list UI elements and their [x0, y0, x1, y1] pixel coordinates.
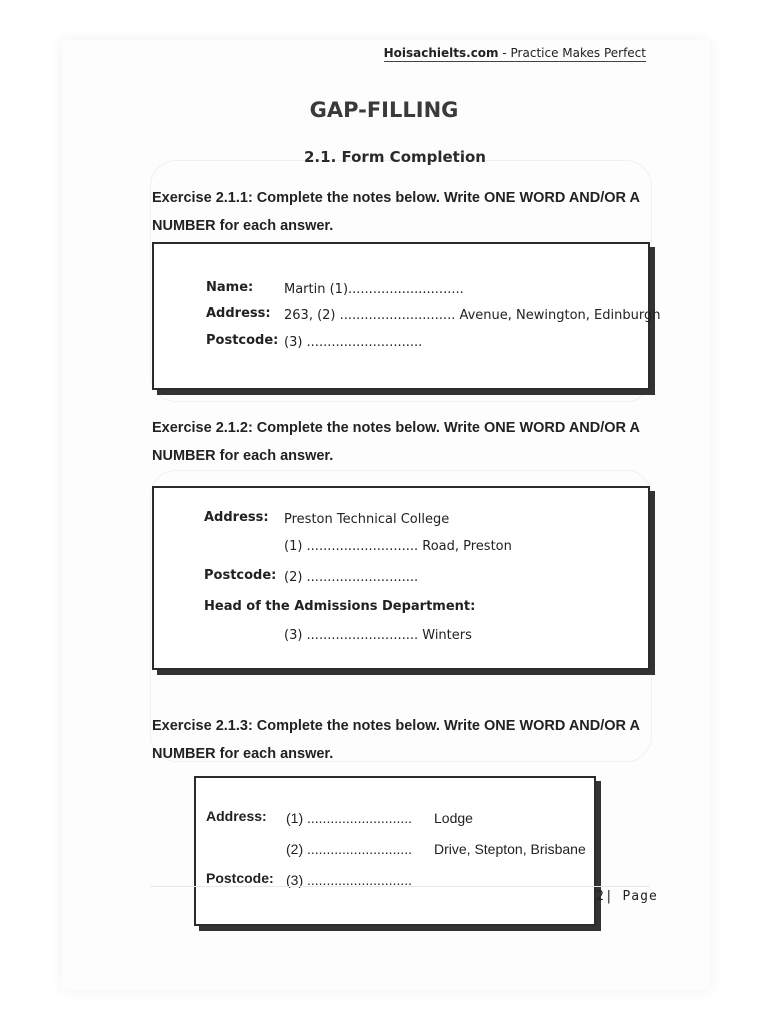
page-number: 2: [596, 889, 605, 904]
exercise-2-instruction: Exercise 2.1.2: Complete the notes below. Write ONE WORD AND/OR A NUMBER for each answer.: [152, 420, 640, 464]
exercise-1-box: [152, 242, 661, 390]
page-footer: [596, 889, 658, 904]
section-subtitle: 2.1. Form Completion: [304, 148, 486, 166]
address-label: Address:: [204, 510, 269, 525]
postcode-label: Postcode:: [206, 870, 274, 886]
address-label: Address:: [206, 306, 271, 321]
site-header: [384, 46, 646, 62]
head-name-blank: (3) ........................... Winters: [284, 628, 472, 643]
postcode-blank: (2) ...........................: [284, 570, 419, 585]
exercise-2-box: [152, 486, 650, 670]
lodge-blank: (1) ...........................: [286, 810, 413, 826]
postcode-value: (3) ............................: [284, 335, 423, 350]
site-name: Hoisachielts.com: [383, 46, 499, 60]
exercise-3-box: [194, 776, 596, 926]
address-value: 263, (2) ............................ Avenue, Newington, Edinburgh: [284, 308, 661, 323]
head-admissions-label: Head of the Admissions Department:: [204, 599, 476, 614]
name-value: Martin (1)............................: [284, 282, 464, 297]
header-separator: -: [498, 46, 511, 60]
address-label: Address:: [206, 808, 267, 824]
site-tagline: Practice Makes Perfect: [510, 46, 646, 60]
drive-text: Drive, Stepton, Brisbane: [434, 841, 586, 857]
postcode-label: Postcode:: [204, 568, 277, 583]
postcode-label: Postcode:: [206, 333, 279, 348]
page-title: GAP-FILLING: [309, 98, 459, 122]
footer-divider: [150, 886, 650, 887]
lodge-text: Lodge: [434, 810, 473, 826]
postcode-blank: (3) ...........................: [286, 872, 413, 888]
exercise-1-instruction: Exercise 2.1.1: Complete the notes below. Write ONE WORD AND/OR A NUMBER for each answer.: [152, 190, 640, 234]
address-value: Preston Technical College: [284, 512, 450, 527]
name-label: Name:: [206, 280, 254, 295]
road-blank: (1) ........................... Road, Preston: [284, 539, 512, 554]
page-label: | Page: [604, 889, 658, 904]
exercise-3-instruction: Exercise 2.1.3: Complete the notes below. Write ONE WORD AND/OR A NUMBER for each answer.: [152, 718, 640, 762]
drive-blank: (2) ...........................: [286, 841, 413, 857]
